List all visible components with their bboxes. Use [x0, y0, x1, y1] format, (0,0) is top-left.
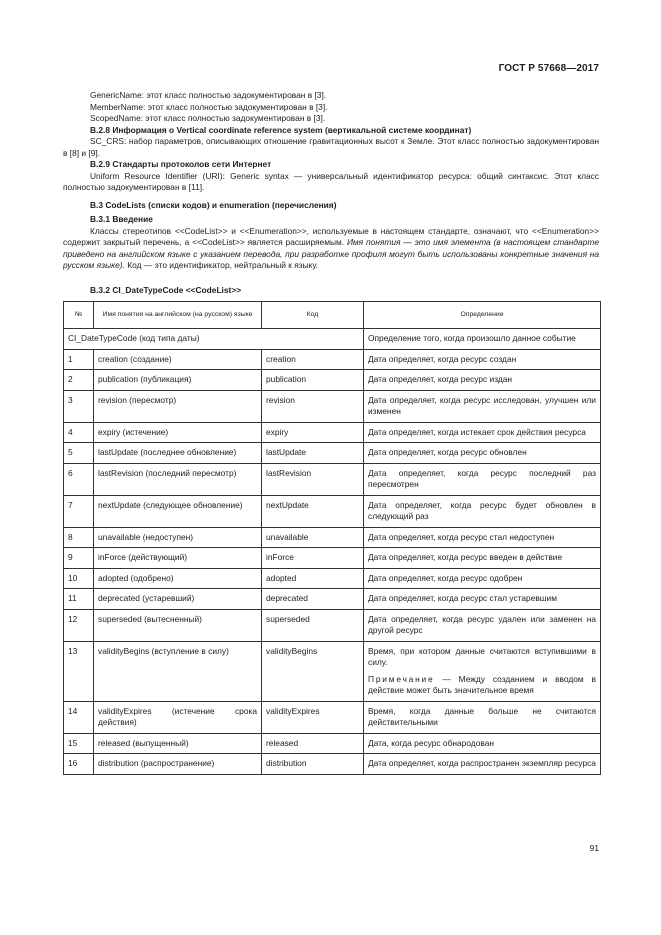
- table-row: [64, 733, 601, 754]
- section-heading-b29: B.2.9 Стандарты протоколов сети Интернет: [90, 159, 272, 169]
- codelist-table: [63, 301, 601, 775]
- row-definition: Дата определяет, когда ресурс удален или заменен на другой ресурс: [364, 609, 601, 641]
- intro-text-normal-end: Код — это идентификатор, нейтральный к языку.: [124, 260, 319, 270]
- row-definition: Дата определяет, когда ресурс издан: [364, 370, 601, 391]
- row-code: distribution: [262, 754, 364, 775]
- row-definition: Дата определяет, когда ресурс стал устаревшим: [364, 589, 601, 610]
- row-num: 10: [64, 568, 94, 589]
- row-name: revision (пересмотр): [94, 390, 262, 422]
- row-num: 16: [64, 754, 94, 775]
- note-text: — Между созданием и вводом в действие может быть значительное время: [368, 673, 596, 695]
- table-row: [64, 701, 601, 733]
- table-row: [64, 754, 601, 775]
- row-definition: Дата определяет, когда распространен экземпляр ресурса: [364, 754, 601, 775]
- intro-line: ScopedName: этот класс полностью задокументирован в [3].: [90, 113, 326, 123]
- row-code: lastUpdate: [262, 443, 364, 464]
- row-num: 14: [64, 701, 94, 733]
- page-number: 91: [589, 843, 599, 853]
- row-name: inForce (действующий): [94, 548, 262, 569]
- row-num: 4: [64, 422, 94, 443]
- row-code: validityBegins: [262, 641, 364, 701]
- row-definition: Дата определяет, когда ресурс обновлен: [364, 443, 601, 464]
- row-name: superseded (вытесненный): [94, 609, 262, 641]
- header-definition: Определение: [364, 302, 601, 329]
- row-code: expiry: [262, 422, 364, 443]
- table-row: [64, 349, 601, 370]
- row-num: 11: [64, 589, 94, 610]
- row-code: creation: [262, 349, 364, 370]
- class-name: CI_DateTypeCode (код типа даты): [64, 329, 364, 350]
- row-code: inForce: [262, 548, 364, 569]
- row-num: 12: [64, 609, 94, 641]
- row-num: 5: [64, 443, 94, 464]
- row-num: 1: [64, 349, 94, 370]
- section-text-b28: SC_CRS: набор параметров, описывающих отношение гравитационных высот к Земле. Этот класс полностью задокументирован в [8] и [9].: [63, 136, 599, 158]
- row-num: 2: [64, 370, 94, 391]
- row-name: expiry (истечение): [94, 422, 262, 443]
- row-num: 7: [64, 495, 94, 527]
- class-row: [64, 329, 601, 350]
- row-name: creation (создание): [94, 349, 262, 370]
- row-num: 8: [64, 527, 94, 548]
- table-row: [64, 548, 601, 569]
- row-note: [368, 674, 596, 697]
- row-definition: Время, когда данные больше не считаются действительными: [364, 701, 601, 733]
- table-row: [64, 495, 601, 527]
- row-code: nextUpdate: [262, 495, 364, 527]
- table-row: [64, 370, 601, 391]
- row-definition: Дата определяет, когда ресурс будет обновлен в следующий раз: [364, 495, 601, 527]
- table-row: [64, 527, 601, 548]
- row-name: distribution (распространение): [94, 754, 262, 775]
- table-title: B.3.2 CI_DateTypeCode <<CodeList>>: [90, 284, 242, 295]
- row-name: validityExpires (истечение срока действия): [94, 701, 262, 733]
- section-heading-b28: B.2.8 Информация о Vertical coordinate reference system (вертикальной системе координат): [90, 124, 472, 135]
- row-definition: Дата определяет, когда истекает срок действия ресурса: [364, 422, 601, 443]
- row-name: validityBegins (вступление в силу): [94, 641, 262, 701]
- class-definition: Определение того, когда произошло данное событие: [364, 329, 601, 350]
- section-heading-b3: B.3 CodeLists (списки кодов) и enumeration (перечисления): [90, 199, 337, 210]
- table-row: [64, 422, 601, 443]
- section-text-b31: [63, 226, 599, 272]
- row-code: deprecated: [262, 589, 364, 610]
- section-heading-b31: B.3.1 Введение: [90, 214, 153, 224]
- row-code: adopted: [262, 568, 364, 589]
- page-content: [63, 90, 599, 775]
- table-row: [64, 568, 601, 589]
- table-row: [64, 390, 601, 422]
- table-row: [64, 609, 601, 641]
- row-num: 3: [64, 390, 94, 422]
- row-name: nextUpdate (следующее обновление): [94, 495, 262, 527]
- intro-text-normal: Классы стереотипов <<CodeList>> и <<Enumeration>>, используемые в настоящем стандарте, означают, что <<Enumeration>> содержит закрытый перечень, а <<CodeList>> является расширяемым.: [63, 225, 599, 247]
- row-name: lastUpdate (последнее обновление): [94, 443, 262, 464]
- header-code: Код: [262, 302, 364, 329]
- intro-text-italic: Имя понятия — это имя элемента (в настоящем стандарте приведено на английском языке с указанием перевода, при разработке профиля могут быть использованы конкретные значения на русском языке).: [63, 237, 599, 270]
- row-num: 15: [64, 733, 94, 754]
- table-row: [64, 589, 601, 610]
- note-label: Примечание: [368, 673, 435, 684]
- document-header: ГОСТ Р 57668—2017: [498, 63, 599, 74]
- table-row: [64, 443, 601, 464]
- row-definition: Дата определяет, когда ресурс последний раз пересмотрен: [364, 463, 601, 495]
- row-name: deprecated (устаревший): [94, 589, 262, 610]
- row-name: publication (публикация): [94, 370, 262, 391]
- row-definition: Дата определяет, когда ресурс исследован, улучшен или изменен: [364, 390, 601, 422]
- row-definition: Дата определяет, когда ресурс введен в действие: [364, 548, 601, 569]
- table-row: [64, 463, 601, 495]
- header-name: Имя понятия на английском (на русском) языке: [94, 302, 262, 329]
- row-code: superseded: [262, 609, 364, 641]
- row-code: unavailable: [262, 527, 364, 548]
- row-num: 9: [64, 548, 94, 569]
- row-num: 6: [64, 463, 94, 495]
- row-definition-text: Время, при котором данные считаются вступившими в силу.: [368, 645, 596, 667]
- row-code: lastRevision: [262, 463, 364, 495]
- row-definition: [364, 641, 601, 701]
- row-code: revision: [262, 390, 364, 422]
- row-name: released (выпущенный): [94, 733, 262, 754]
- section-text-b29: Uniform Resource Identifier (URI): Generic syntax — универсальный идентификатор ресурса: общий синтаксис. Этот класс полностью задокументирован в [11].: [63, 170, 599, 192]
- table-row: [64, 641, 601, 701]
- row-definition: Дата, когда ресурс обнародован: [364, 733, 601, 754]
- row-code: publication: [262, 370, 364, 391]
- row-code: validityExpires: [262, 701, 364, 733]
- row-name: unavailable (недоступен): [94, 527, 262, 548]
- intro-line: MemberName: этот класс полностью задокументирован в [3].: [90, 101, 328, 112]
- row-name: adopted (одобрено): [94, 568, 262, 589]
- header-num: №: [64, 302, 94, 329]
- row-name: lastRevision (последний пересмотр): [94, 463, 262, 495]
- row-code: released: [262, 733, 364, 754]
- table-header-row: [64, 302, 601, 329]
- row-definition: Дата определяет, когда ресурс стал недоступен: [364, 527, 601, 548]
- row-definition: Дата определяет, когда ресурс одобрен: [364, 568, 601, 589]
- row-definition: Дата определяет, когда ресурс создан: [364, 349, 601, 370]
- row-num: 13: [64, 641, 94, 701]
- intro-line: GenericName: этот класс полностью задокументирован в [3].: [90, 90, 327, 100]
